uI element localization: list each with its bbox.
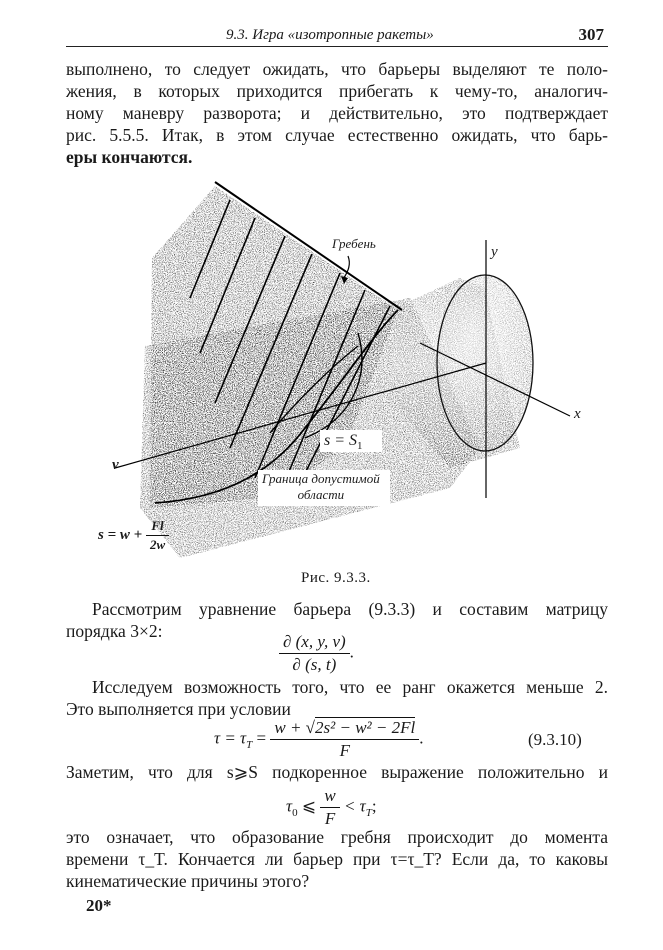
figure-caption: Рис. 9.3.3. xyxy=(301,570,371,586)
paragraph-rank xyxy=(66,676,608,720)
eq-equals: = xyxy=(256,728,267,748)
ineq-left-sub: 0 xyxy=(292,806,298,819)
jacobian-num: ∂ (x, y, v) xyxy=(279,632,350,654)
text-line: рис. 5.5.5. Итак, в этом случае естественно ожидать, что барь- xyxy=(66,125,608,145)
label-x-axis: x xyxy=(574,406,581,422)
paragraph-remark xyxy=(66,761,608,783)
jacobian-den: ∂ (s, t) xyxy=(292,655,337,674)
jacobian-frac xyxy=(279,632,350,675)
signature-mark: 20* xyxy=(86,896,112,915)
text-line: Это выполняется при условии xyxy=(66,699,291,719)
text-line: выполнено, то следует ожидать, что барьеры выделяют те поло- xyxy=(66,59,608,79)
text-line: это означает, что образование гребня происходит до момента xyxy=(66,827,608,847)
jacobian-period: . xyxy=(349,642,354,662)
eq-num xyxy=(270,718,419,740)
text-line: Исследуем возможность того, что ее ранг окажется меньше 2. xyxy=(92,677,608,697)
ineq-le: ⩽ xyxy=(297,796,321,816)
label-v-axis: v xyxy=(112,457,119,473)
s-formula-num: Fl xyxy=(146,518,169,536)
figure-barrier-surface xyxy=(90,178,610,568)
eq-lhs: τ = τ xyxy=(214,728,247,748)
text-line: порядка 3×2: xyxy=(66,621,163,641)
eq-num-sqrt: 2s² − w² − 2Fl xyxy=(315,718,416,737)
paragraph-conclusion xyxy=(66,826,608,892)
paragraph-intro xyxy=(66,58,608,168)
s-formula-den: 2w xyxy=(149,537,166,552)
inequality-formula xyxy=(286,786,377,829)
boundary-line-1: Граница допустимой xyxy=(262,471,380,486)
ineq-num: w xyxy=(320,786,339,808)
ineq-den: F xyxy=(324,809,336,828)
label-greben: Гребень xyxy=(332,236,376,251)
text-line: Заметим, что для s⩾S подкоренное выражение положительно и xyxy=(66,762,608,782)
text-line: ному маневру разворота; и действительно, это подтверждает xyxy=(66,103,608,123)
section-title: 9.3. Игра «изотропные ракеты» xyxy=(226,27,434,43)
eq-period: . xyxy=(419,728,424,748)
ineq-left: τ xyxy=(286,796,293,816)
running-header xyxy=(66,24,608,47)
label-s-formula xyxy=(98,518,169,553)
eq-frac xyxy=(270,718,419,761)
eq-lhs-sub: T xyxy=(246,738,253,751)
ineq-semicolon: ; xyxy=(371,796,377,816)
label-s-eq-s1 xyxy=(324,432,363,452)
ineq-frac xyxy=(320,786,339,829)
eq-num-left: w + xyxy=(274,718,306,737)
eq-den: F xyxy=(339,741,350,760)
jacobian-formula xyxy=(279,632,354,675)
boundary-line-2: области xyxy=(297,487,345,502)
s-formula-left: s = w + xyxy=(98,526,143,543)
text-line: еры кончаются. xyxy=(66,147,193,167)
text-line: кинематические причины этого? xyxy=(66,871,310,891)
ineq-right-sub: T xyxy=(365,806,372,819)
sqrt-sign: √ xyxy=(305,718,316,737)
text-line: жения, в которых приходится прибегать к чему-то, аналогич- xyxy=(66,81,608,101)
text-line: Рассмотрим уравнение барьера (9.3.3) и составим матрицу xyxy=(92,599,608,619)
label-boundary xyxy=(262,471,380,503)
text-line: времени τ_T. Кончается ли барьер при τ=τ_T? Если да, то каковы xyxy=(66,849,608,869)
s1-subscript: 1 xyxy=(357,440,363,453)
ineq-lt: < τ xyxy=(339,796,366,816)
s1-text: s = S xyxy=(324,432,358,449)
equation-9-3-10 xyxy=(214,718,423,761)
label-y-axis: y xyxy=(491,244,498,260)
page-number: 307 xyxy=(578,25,604,44)
equation-number: (9.3.10) xyxy=(528,730,582,749)
s-formula-frac xyxy=(146,518,169,553)
